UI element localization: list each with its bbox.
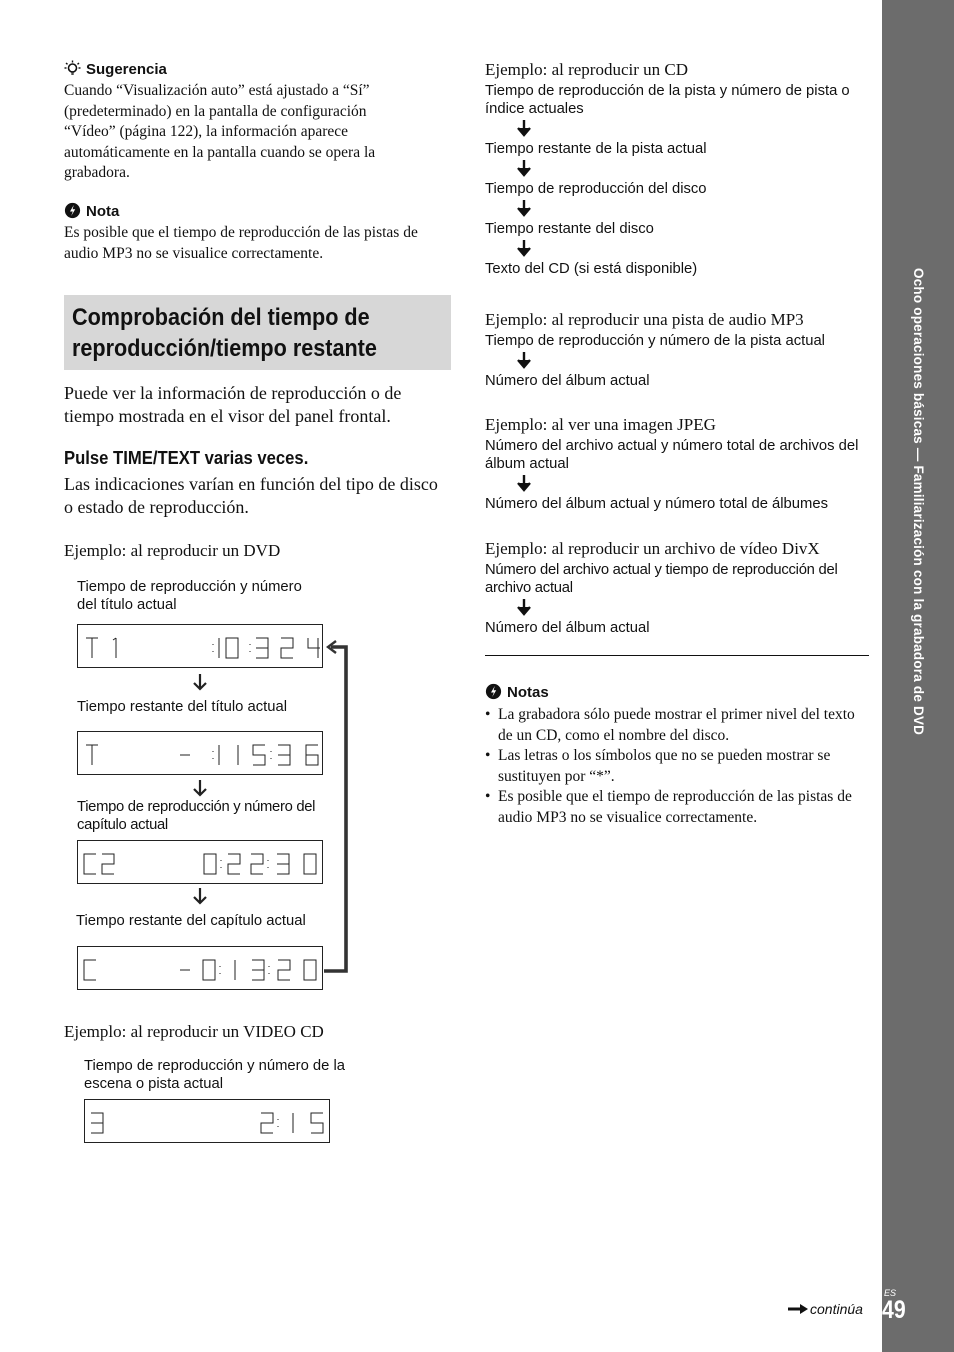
jpeg-item-1: Número del archivo actual y número total de archivos del álbum actual [485, 438, 859, 472]
lightbulb-icon [64, 60, 81, 81]
list-item: • La grabadora sólo puede mostrar el primer nivel del texto de un CD, como el nombre del disco. [485, 705, 869, 746]
arrow-right-icon [788, 1303, 810, 1315]
cd-item-1: Tiempo de reproducción de la pista y número de pista o índice actuales [485, 83, 850, 117]
jpeg-example [485, 415, 869, 513]
lcd-display-dvd-4 [77, 946, 323, 990]
down-arrow-icon [516, 240, 532, 258]
intro-text: Puede ver la información de reproducción o de tiempo mostrada en el visor del panel frontal. [64, 383, 402, 426]
dvd-item-1-label: Tiempo de reproducción y número del título actual [77, 579, 302, 613]
section-title: Comprobación del tiempo de reproducción/tiempo restante [72, 304, 377, 362]
lcd-display-vcd [84, 1099, 330, 1143]
lcd-digits [85, 1100, 331, 1144]
down-arrow-icon [516, 352, 532, 370]
note-icon [485, 683, 502, 704]
dvd-item-2-label: Tiempo restante del título actual [77, 699, 288, 715]
tip-block [64, 60, 454, 184]
notes-list [485, 705, 869, 828]
cd-item-4: Tiempo restante del disco [485, 221, 654, 237]
divx-item-1: Número del archivo actual y tiempo de reproducción del archivo actual [485, 562, 838, 596]
divx-example-title: Ejemplo: al reproducir un archivo de vídeo DivX [485, 539, 820, 558]
note-icon [64, 202, 81, 223]
lcd-display-dvd-3 [77, 840, 323, 884]
step-heading: Pulse TIME/TEXT varias veces. [64, 447, 309, 468]
mp3-item-2: Número del álbum actual [485, 373, 650, 389]
mp3-example [485, 310, 869, 390]
lcd-digits [78, 732, 324, 776]
lcd-digits [78, 625, 324, 669]
lcd-segments [84, 854, 316, 874]
down-arrow-icon [516, 475, 532, 493]
cd-item-5: Texto del CD (si está disponible) [485, 261, 698, 277]
page-number: 49 [882, 1296, 906, 1324]
continues-indicator: continúa [788, 1301, 863, 1317]
note-heading: Nota [64, 202, 454, 223]
lcd-digits [78, 947, 324, 991]
dvd-example-title: Ejemplo: al reproducir un DVD [64, 541, 281, 560]
list-item: • Es posible que el tiempo de reproducción de las pistas de audio MP3 no se visualice correctamente. [485, 787, 869, 828]
down-arrow-icon [192, 780, 208, 798]
lcd-display-dvd-2 [77, 731, 323, 775]
mp3-example-title: Ejemplo: al reproducir una pista de audio MP3 [485, 310, 804, 329]
loop-back-arrow-icon [322, 640, 352, 975]
lang-code: ES [884, 1288, 897, 1298]
down-arrow-icon [192, 674, 208, 692]
step-text: Las indicaciones varían en función del tipo de disco o estado de reproducción. [64, 474, 438, 517]
jpeg-example-title: Ejemplo: al ver una imagen JPEG [485, 415, 716, 434]
cd-item-3: Tiempo de reproducción del disco [485, 181, 707, 197]
list-item: • Las letras o los símbolos que no se pueden mostrar se sustituyen por “*”. [485, 746, 869, 787]
side-tab-text: Ocho operaciones básicas — Familiarización con la grabadora de DVD [911, 268, 926, 736]
vcd-item-label: Tiempo de reproducción y número de la escena o pista actual [84, 1058, 346, 1092]
note-text: Es posible que el tiempo de reproducción de las pistas de audio MP3 no se visualice correctamente. [64, 224, 418, 262]
divider-line [485, 655, 869, 656]
jpeg-item-2: Número del álbum actual y número total de álbumes [485, 496, 828, 512]
tip-heading: Sugerencia [64, 60, 454, 81]
lcd-segments [84, 960, 316, 980]
lcd-segments [91, 1113, 323, 1133]
note-block [64, 202, 454, 264]
lcd-digits [78, 841, 324, 885]
cd-example-title: Ejemplo: al reproducir un CD [485, 60, 689, 79]
down-arrow-icon [516, 200, 532, 218]
section-heading-box [64, 295, 451, 370]
divx-item-2: Número del álbum actual [485, 620, 650, 636]
cd-example [485, 60, 869, 278]
lcd-segments [86, 638, 320, 658]
dvd-item-4-label: Tiempo restante del capítulo actual [76, 913, 306, 929]
dvd-item-3-label: Tiempo de reproducción y número del capítulo actual [77, 799, 316, 833]
divx-example [485, 539, 869, 637]
lcd-display-dvd-1 [77, 624, 323, 668]
cd-item-2: Tiempo restante de la pista actual [485, 141, 707, 157]
down-arrow-icon [192, 888, 208, 906]
mp3-item-1: Tiempo de reproducción y número de la pista actual [485, 333, 825, 349]
vcd-example-title: Ejemplo: al reproducir un VIDEO CD [64, 1022, 324, 1041]
down-arrow-icon [516, 120, 532, 138]
down-arrow-icon [516, 160, 532, 178]
notes-heading: Notas [485, 683, 869, 704]
lcd-segments [86, 745, 318, 765]
notes-block [485, 683, 869, 828]
down-arrow-icon [516, 599, 532, 617]
tip-text: Cuando “Visualización auto” está ajustado a “Sí” (predeterminado) en la pantalla de configuración “Vídeo” (página 122), la información aparece automáticamente en la pantalla cuando se opera la grabadora. [64, 82, 376, 181]
